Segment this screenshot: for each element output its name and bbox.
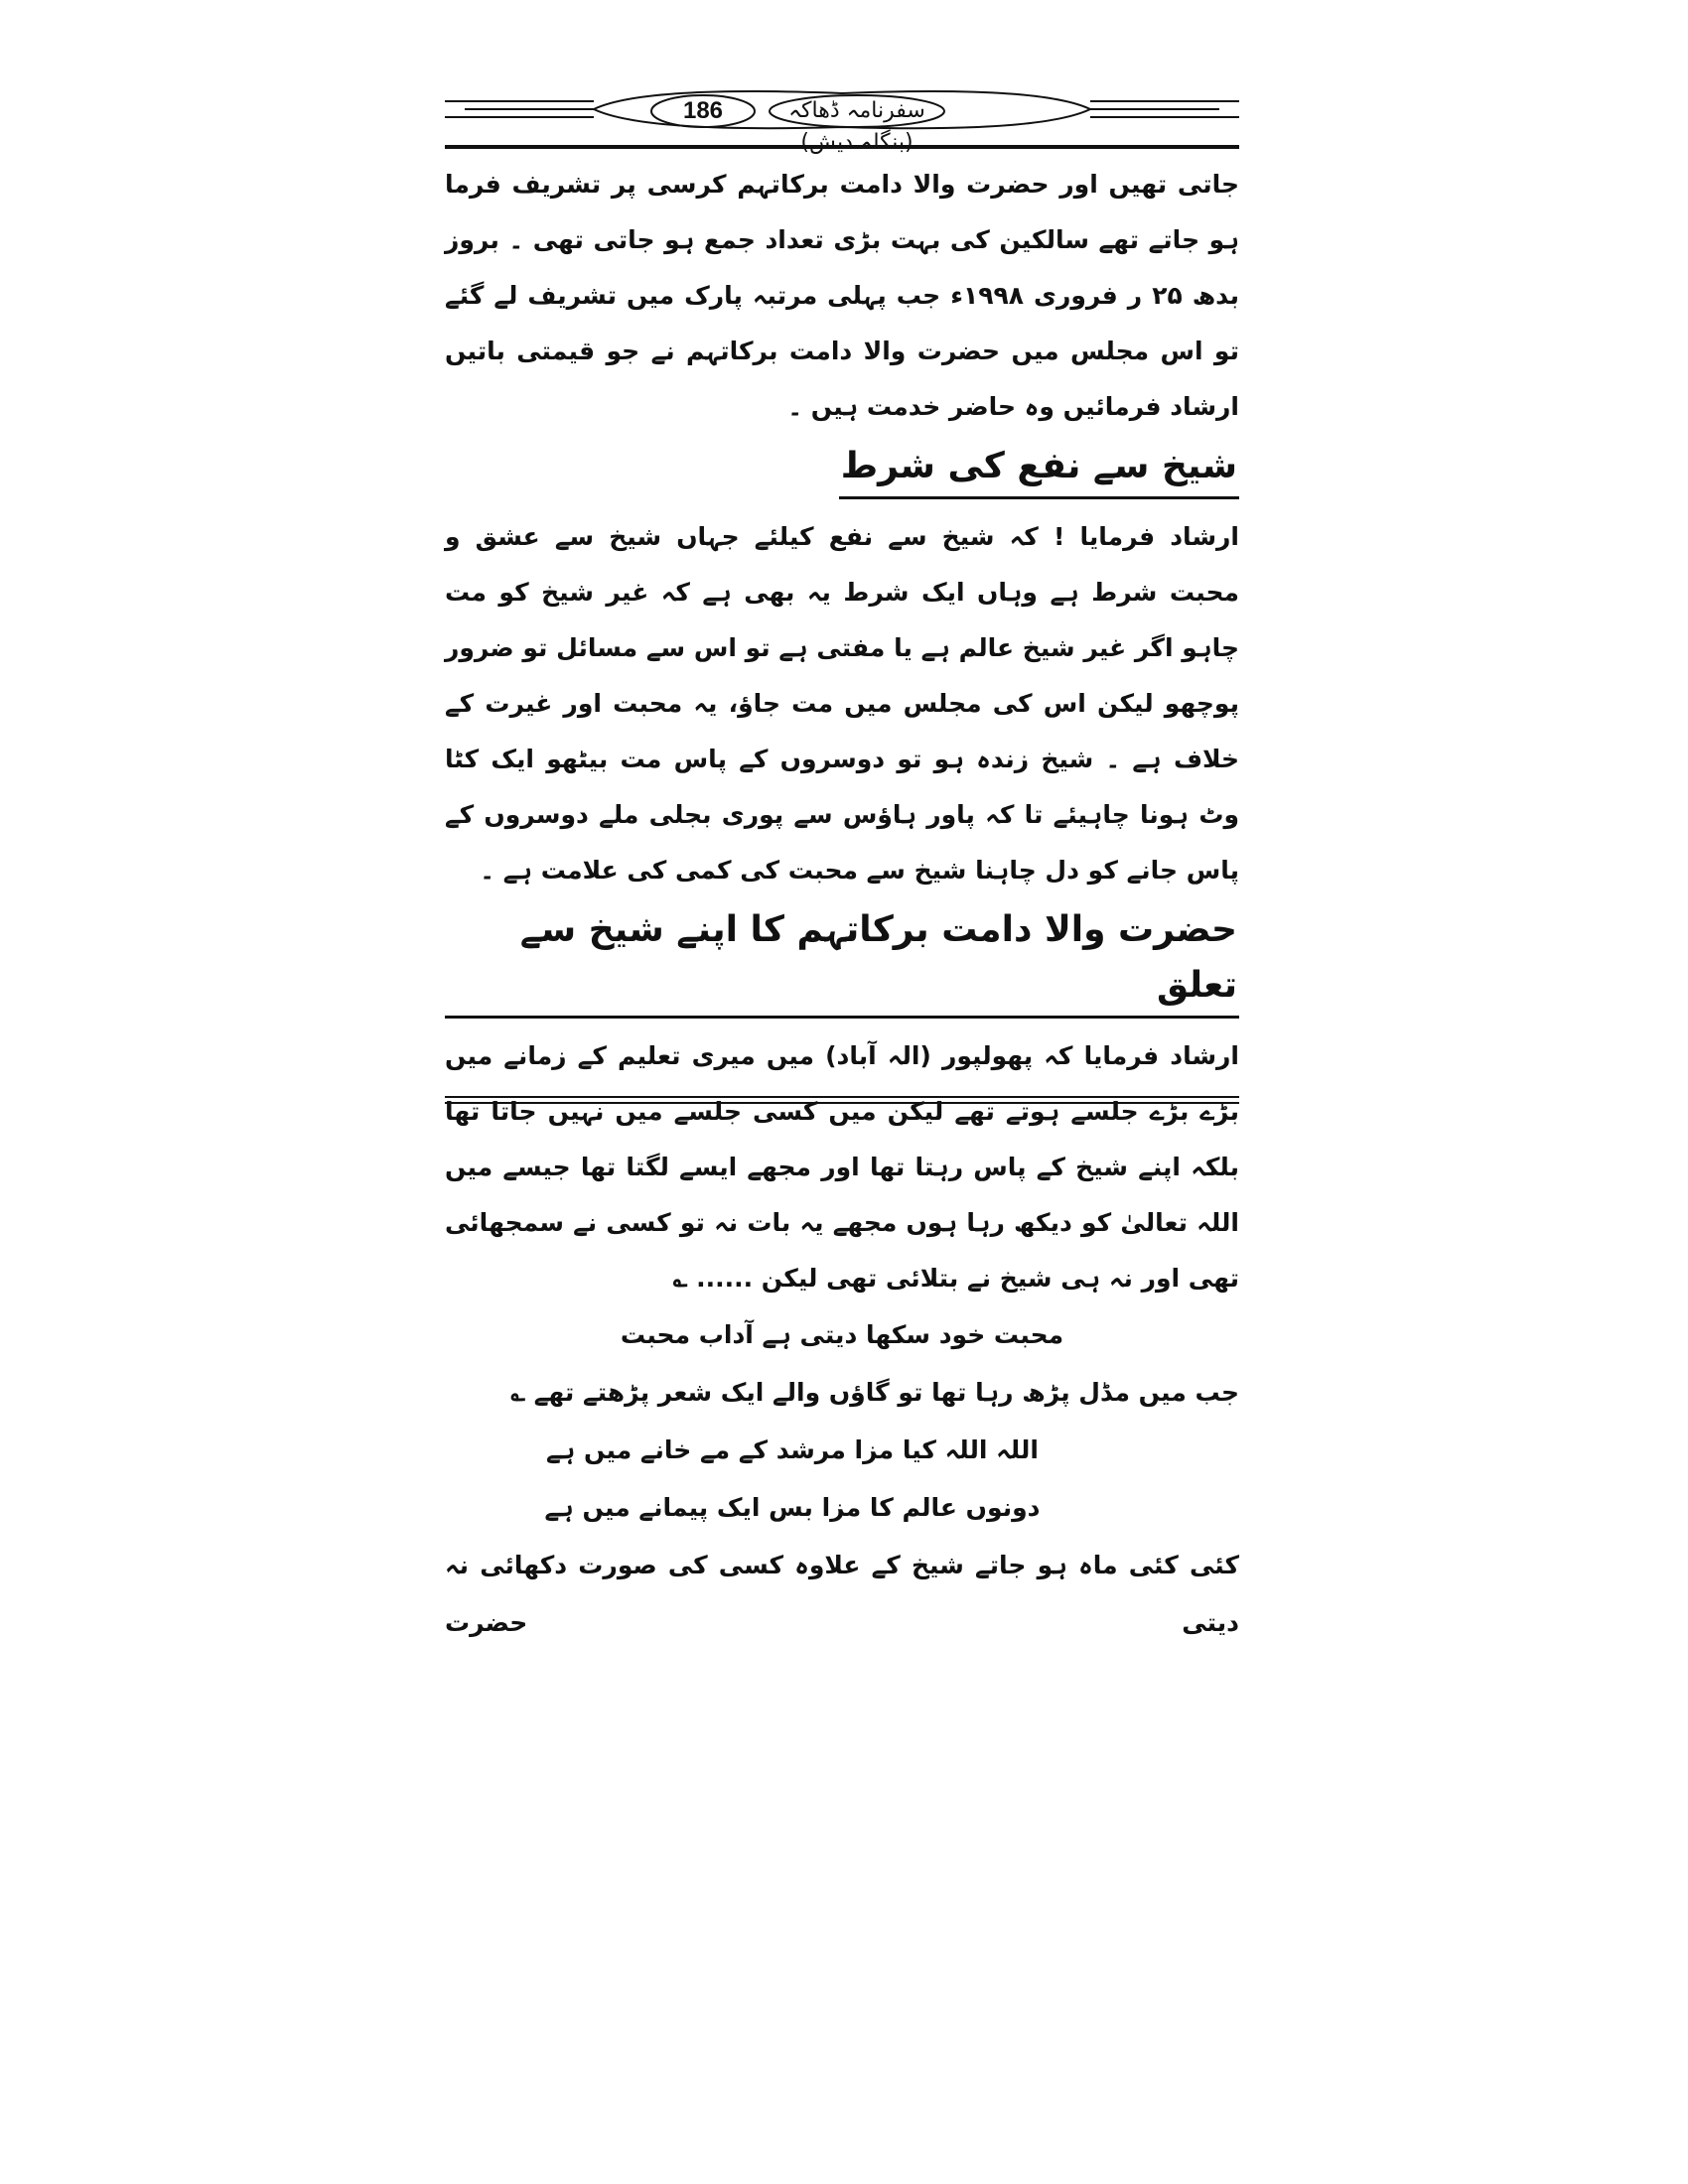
page-header <box>445 87 1239 155</box>
footer-rule <box>445 1096 1239 1098</box>
paragraph-continuation: کئی کئی ماہ ہو جاتے شیخ کے علاوہ کسی کی صورت دکھائی نہ دیتی حضرت <box>445 1551 1239 1637</box>
section-heading-wrap <box>445 439 1239 499</box>
running-title: سفرنامہ ڈھاکہ (بنگلہ دیش) <box>788 98 925 155</box>
paragraph-intro: جاتی تھیں اور حضرت والا دامت برکاتہم کرسی پر تشریف فرما ہو جاتے تھے سالکین کی بہت بڑی تعداد جمع ہو جاتی تھی ۔ بروز بدھ ۲۵ ر فروری ۱۹۹۸ء جب پہلی مرتبہ پارک میں تشریف لے گئے تو اس مجلس میں حضرت والا دامت برکاتہم نے جو قیمتی باتیں ارشاد فرمائیں وہ حاضر خدمت ہیں ۔ <box>445 170 1239 421</box>
verse-line: محبت خود سکھا دیتی ہے آداب محبت <box>620 1320 1064 1349</box>
verse-line: اللہ اللہ کیا مزا مرشد کے مے خانے میں ہے <box>546 1435 1039 1464</box>
footer-rule <box>445 1102 1239 1104</box>
paragraph-relation: ارشاد فرمایا کہ پھولپور (الہ آباد) میں میری تعلیم کے زمانے میں بڑے بڑے جلسے ہوتے تھے لیکن میں کسی جلسے میں نہیں جاتا تھا بلکہ اپنے شیخ کے پاس رہتا تھا اور مجھے ایسے لگتا تھا جیسے میں اللہ تعالیٰ کو دیکھ رہا ہوں مجھے یہ بات نہ تو کسی نے سمجھائی تھی اور نہ ہی شیخ نے بتلائی تھی لیکن ...... ؎ <box>445 1041 1239 1293</box>
paragraph-middle-school: جب میں مڈل پڑھ رہا تھا تو گاؤں والے ایک شعر پڑھتے تھے ؎ <box>510 1378 1239 1407</box>
page-number: 186 <box>682 97 724 124</box>
section-heading-sheikh-benefit: شیخ سے نفع کی شرط <box>839 439 1239 499</box>
book-page <box>445 87 1240 1637</box>
section-heading-wrap <box>445 902 1239 1019</box>
header-rule <box>445 145 1239 149</box>
verse-line: دونوں عالم کا مزا بس ایک پیمانے میں ہے <box>544 1493 1041 1522</box>
section-heading-relation: حضرت والا دامت برکاتہم کا اپنے شیخ سے تعلق <box>445 902 1239 1019</box>
paragraph-sheikh-benefit: ارشاد فرمایا ! کہ شیخ سے نفع کیلئے جہاں شیخ سے عشق و محبت شرط ہے وہاں ایک شرط یہ بھی ہے کہ غیر شیخ کو مت چاہو اگر غیر شیخ عالم ہے یا مفتی ہے تو اس سے مسائل تو ضرور پوچھو لیکن اس کی مجلس میں مت جاؤ، یہ محبت اور غیرت کے خلاف ہے ۔ شیخ زندہ ہو تو دوسروں کے پاس مت بیٹھو ایک کٹا وٹ ہونا چاہیئے تا کہ پاور ہاؤس سے پوری بجلی ملے دوسروں کے پاس جانے کو دل چاہنا شیخ سے محبت کی کمی کی علامت ہے ۔ <box>445 522 1240 885</box>
page-content <box>445 157 1239 1652</box>
